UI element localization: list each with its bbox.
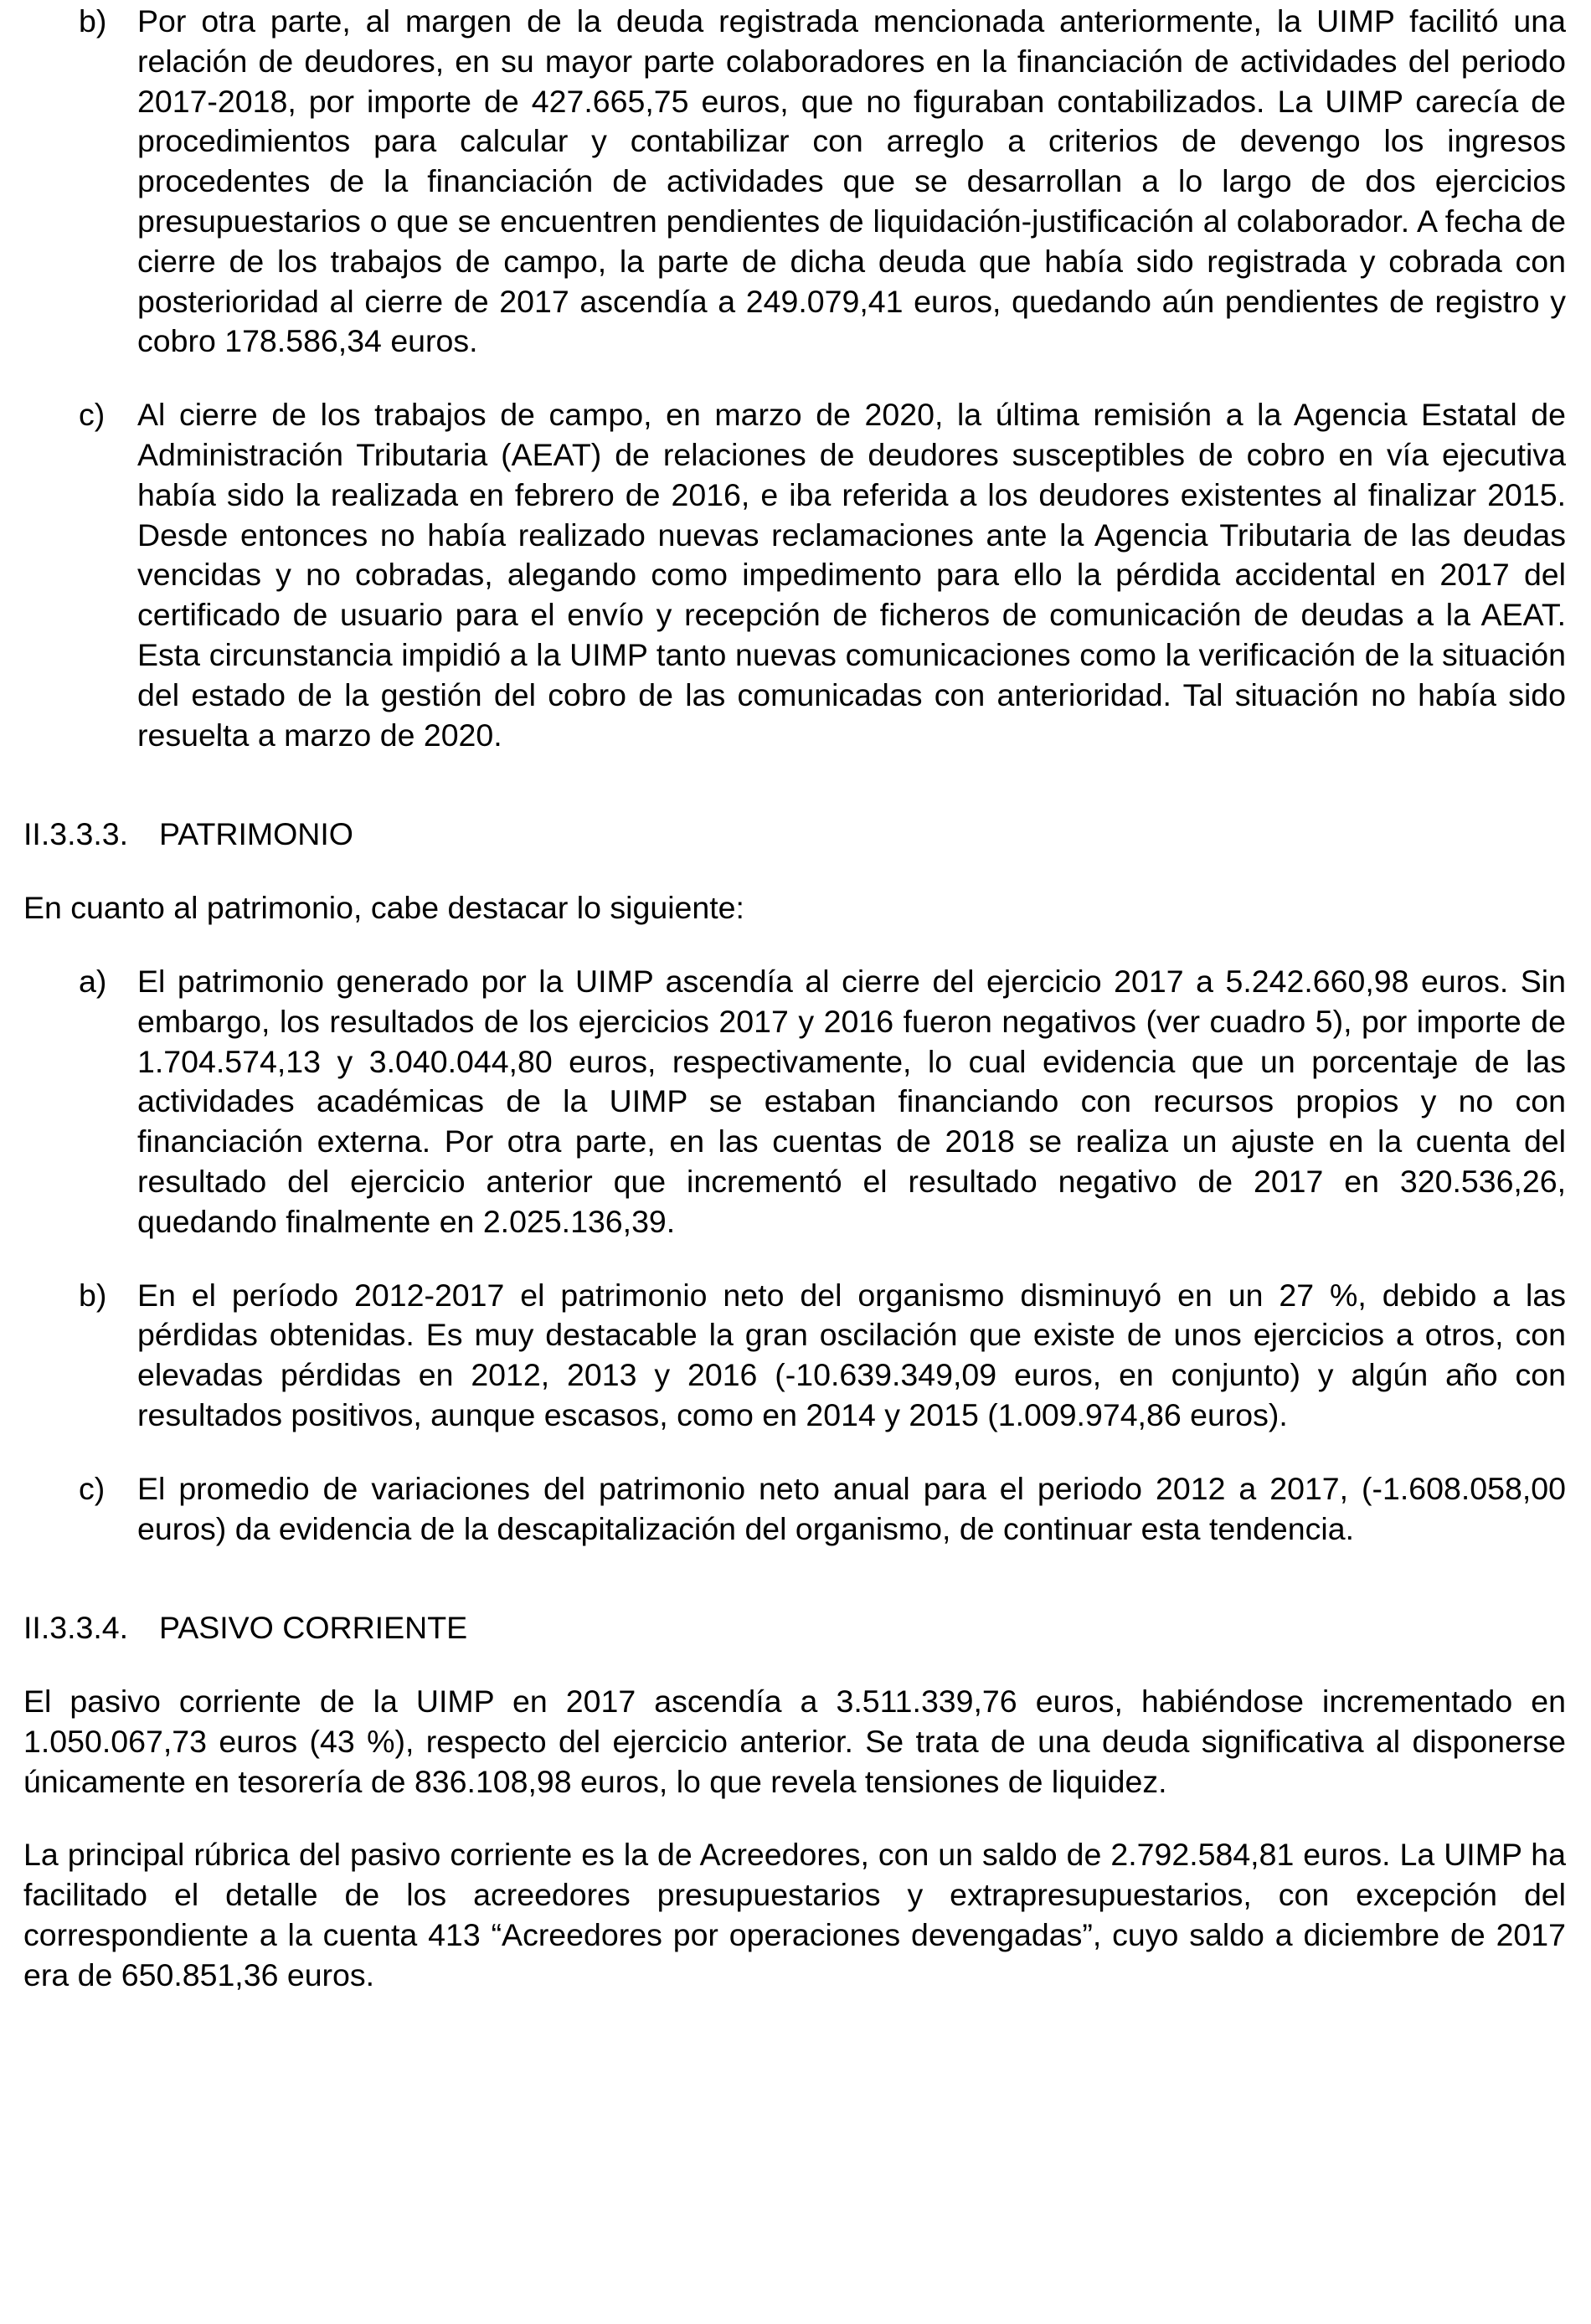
list-marker: b) (79, 3, 107, 39)
patrimonio-intro: En cuanto al patrimonio, cabe destacar lo siguiente: (23, 890, 744, 926)
pasivo-paragraph-2: La principal rúbrica del pasivo corriente es la de Acreedores, con un saldo de 2.792.584,81 euros. La UIMP ha facilitado el detalle de los acreedores presupuestarios y extrapresupuestarios, con excepción del correspondiente a la cuenta 413 “Acreedores por operaciones devengadas”, cuyo saldo a diciembre de 2017 era de 650.851,36 euros. (23, 1837, 1566, 1992)
section-number: II.3.3.3. (23, 816, 129, 852)
pasivo-paragraph-1: El pasivo corriente de la UIMP en 2017 ascendía a 3.511.339,76 euros, habiéndose incrementado en 1.050.067,73 euros (43 %), respecto del ejercicio anterior. Se trata de una deuda significativa al disponerse únicamente en tesorería de 836.108,98 euros, lo que revela tensiones de liquidez. (23, 1684, 1566, 1799)
list-item-c-patrimonio (23, 1469, 1566, 1550)
list-item-text: El promedio de variaciones del patrimonio neto anual para el periodo 2012 a 2017, (-1.608.058,00 euros) da evidencia de la descapitalización del organismo, de continuar esta tendencia. (137, 1470, 1566, 1546)
list-item-b-deudores (23, 2, 1566, 362)
section-heading-pasivo-corriente (23, 1608, 1566, 1648)
section-number: II.3.3.4. (23, 1610, 129, 1646)
list-marker: a) (79, 963, 107, 999)
section-title: PATRIMONIO (159, 816, 353, 852)
list-item-text: El patrimonio generado por la UIMP ascendía al cierre del ejercicio 2017 a 5.242.660,98 euros. Sin embargo, los resultados de los ejercicios 2017 y 2016 fueron negativos (ver cuadro 5), por importe de 1.704.574,13 y 3.040.044,80 euros, respectivamente, lo cual evidencia que un porcentaje de las actividades académicas de la UIMP se estaban financiando con recursos propios y no con financiación externa. Por otra parte, en las cuentas de 2018 se realiza un ajuste en la cuenta del resultado del ejercicio anterior que incrementó el resultado negativo de 2017 en 320.536,26, quedando finalmente en 2.025.136,39. (137, 963, 1566, 1239)
list-marker: c) (79, 1470, 106, 1506)
list-item-a-patrimonio (23, 962, 1566, 1242)
list-item-text: Al cierre de los trabajos de campo, en marzo de 2020, la última remisión a la Agencia Estatal de Administración Tributaria (AEAT) de relaciones de deudores susceptibles de cobro en vía ejecutiva había sido la realizada en febrero de 2016, e iba referida a los deudores existentes al finalizar 2015. Desde entonces no había realizado nuevas reclamaciones ante la Agencia Tributaria de las deudas vencidas y no cobradas, alegando como impedimento para ello la pérdida accidental en 2017 del certificado de usuario para el envío y recepción de ficheros de comunicación de deudas a la AEAT. Esta circunstancia impidió a la UIMP tanto nuevas comunicaciones como la verificación de la situación del estado de la gestión del cobro de las comunicadas con anterioridad. Tal situación no había sido resuelta a marzo de 2020. (137, 397, 1566, 753)
list-item-b-patrimonio (23, 1276, 1566, 1436)
list-item-text: Por otra parte, al margen de la deuda registrada mencionada anteriormente, la UIMP facilitó una relación de deudores, en su mayor parte colaboradores en la financiación de actividades del periodo 2017-2018, por importe de 427.665,75 euros, que no figuraban contabilizados. La UIMP carecía de procedimientos para calcular y contabilizar con arreglo a criterios de devengo los ingresos procedentes de la financiación de actividades que se desarrollan a lo largo de dos ejercicios presupuestarios o que se encuentren pendientes de liquidación-justificación al colaborador. A fecha de cierre de los trabajos de campo, la parte de dicha deuda que había sido registrada y cobrada con posterioridad al cierre de 2017 ascendía a 249.079,41 euros, quedando aún pendientes de registro y cobro 178.586,34 euros. (137, 3, 1566, 359)
list-marker: b) (79, 1277, 107, 1313)
list-marker: c) (79, 397, 106, 433)
list-item-c-aeat (23, 395, 1566, 755)
section-title: PASIVO CORRIENTE (159, 1610, 468, 1646)
document-page (23, 0, 1566, 1996)
section-heading-patrimonio (23, 815, 1566, 855)
list-item-text: En el período 2012-2017 el patrimonio neto del organismo disminuyó en un 27 %, debido a las pérdidas obtenidas. Es muy destacable la gran oscilación que existe de unos ejercicios a otros, con elevadas pérdidas en 2012, 2013 y 2016 (-10.639.349,09 euros, en conjunto) y algún año con resultados positivos, aunque escasos, como en 2014 y 2015 (1.009.974,86 euros). (137, 1277, 1566, 1432)
